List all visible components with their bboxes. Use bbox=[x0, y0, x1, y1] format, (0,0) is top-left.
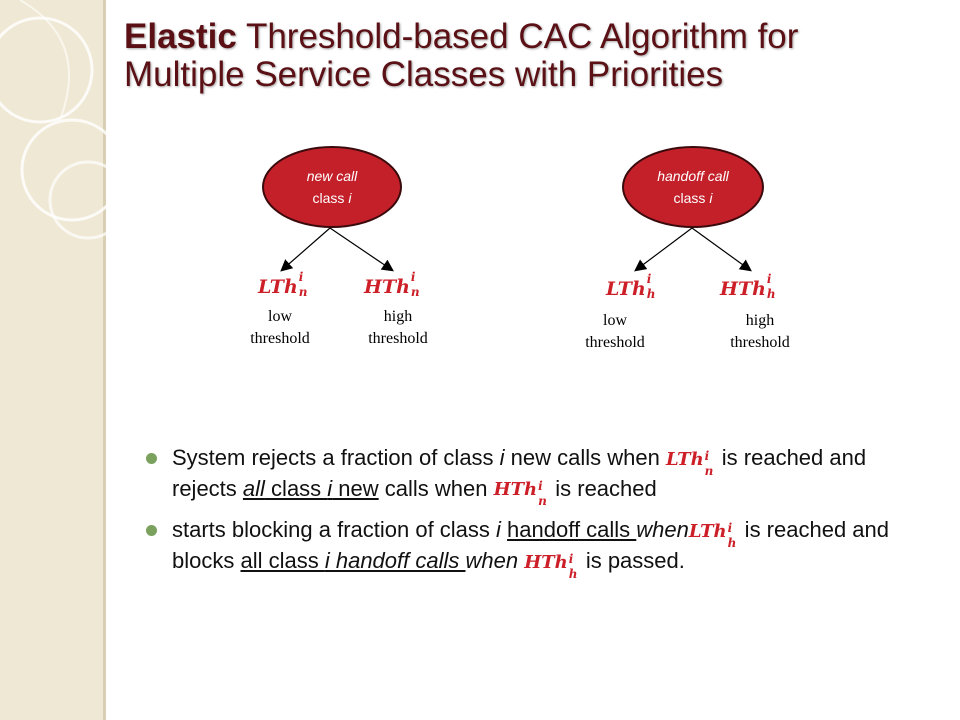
title-line2: Multiple Service Classes with Priorities bbox=[124, 55, 724, 94]
new-call-node bbox=[262, 146, 402, 228]
handoff-call-left-arrow bbox=[636, 228, 692, 270]
new-call-low-label: low threshold bbox=[250, 308, 310, 347]
new-call-low-threshold-symbol: LTh i n bbox=[258, 270, 308, 299]
new-call-line1: new call bbox=[306, 168, 358, 184]
handoff-call-right-arrow bbox=[692, 228, 750, 270]
bullet-dot-icon bbox=[146, 525, 157, 536]
bullet-item-handoff-calls: starts blocking a fraction of class i handoff calls whenLTh i h is reached and blocks all class i handoff calls when HTh i h is passed. bbox=[146, 515, 936, 576]
new-call-high-threshold-symbol: HTh i n bbox=[364, 270, 420, 299]
handoff-call-node bbox=[622, 146, 764, 228]
inline-lth-h-symbol: LTh i h bbox=[688, 521, 737, 551]
handoff-call-line2: class i bbox=[673, 190, 713, 206]
inline-hth-h-symbol: HTh i h bbox=[524, 551, 578, 581]
bullet-list bbox=[146, 443, 936, 588]
bullet-item-new-calls: System rejects a fraction of class i new calls when LTh i n is reached and rejects all class i new calls when HTh i n is reached bbox=[146, 443, 936, 504]
title-bold: Elastic bbox=[124, 17, 237, 56]
new-call-left-arrow bbox=[282, 228, 330, 270]
inline-lth-n-symbol: LTh i n bbox=[665, 448, 714, 478]
handoff-call-high-threshold-symbol: HTh i h bbox=[720, 272, 776, 301]
bullet-dot-icon bbox=[146, 453, 157, 464]
new-call-high-label: high threshold bbox=[368, 308, 428, 347]
inline-hth-n-symbol: HTh i n bbox=[493, 479, 547, 509]
handoff-call-line1: handoff call bbox=[657, 168, 729, 184]
new-call-right-arrow bbox=[330, 228, 392, 270]
handoff-call-high-label: high threshold bbox=[730, 312, 790, 351]
handoff-call-low-label: low threshold bbox=[585, 312, 645, 351]
title-line1-rest: Threshold-based CAC Algorithm for bbox=[236, 17, 799, 56]
new-call-line2: class i bbox=[312, 190, 352, 206]
handoff-call-low-threshold-symbol: LTh i h bbox=[606, 272, 656, 301]
